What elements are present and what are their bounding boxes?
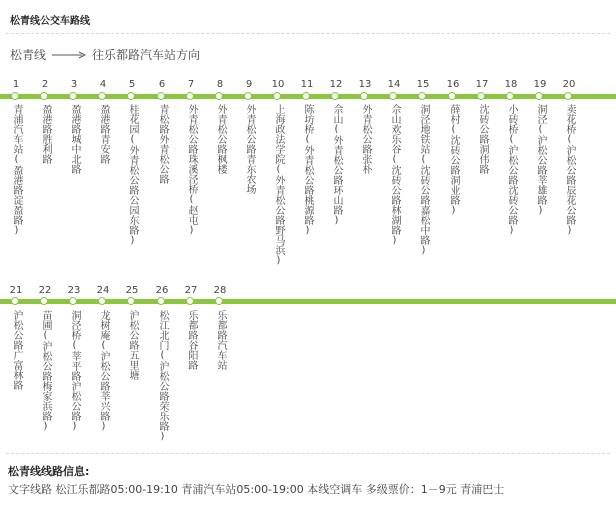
stop-number: 2 bbox=[41, 79, 49, 90]
page-title: 松青线公交车路线 bbox=[10, 16, 90, 27]
stop-marker-icon bbox=[273, 92, 281, 100]
stop-marker-icon bbox=[157, 92, 165, 100]
stop-number: 12 bbox=[329, 79, 343, 90]
stop-marker-icon bbox=[477, 92, 485, 100]
title-divider bbox=[6, 33, 610, 34]
stop-marker-icon bbox=[98, 297, 106, 305]
route-info-heading: 松青线线路信息: bbox=[8, 465, 90, 478]
stop-number: 23 bbox=[67, 285, 81, 296]
stop-number: 14 bbox=[387, 79, 401, 90]
stop-marker-icon bbox=[157, 297, 165, 305]
stop-marker-icon bbox=[215, 297, 223, 305]
stop-name: 洞泾地铁站(沈砖公路嘉松中路) bbox=[418, 104, 429, 256]
stop-marker-icon bbox=[360, 92, 368, 100]
stop-number: 11 bbox=[300, 79, 314, 90]
stop-marker-icon bbox=[448, 92, 456, 100]
stop-number: 24 bbox=[96, 285, 110, 296]
stop-name: 外青松公路张朴 bbox=[360, 104, 371, 174]
stop-number: 17 bbox=[475, 79, 489, 90]
stop-number: 13 bbox=[358, 79, 372, 90]
stop-number: 18 bbox=[504, 79, 518, 90]
stop-marker-icon bbox=[40, 92, 48, 100]
stop-name: 桂花园(外青松公路公园东路) bbox=[127, 104, 138, 246]
stop-marker-icon bbox=[69, 92, 77, 100]
stop-name: 上海政法学院(外青松公路野马浜) bbox=[273, 104, 284, 266]
stop-marker-icon bbox=[302, 92, 310, 100]
stop-number: 3 bbox=[70, 79, 78, 90]
stop-name: 盈港路胜利路 bbox=[40, 104, 51, 164]
stop-name: 陈坊桥(外青松公路桃源路) bbox=[302, 104, 313, 236]
stop-name: 小砖桥(沪松公路沈砖公路) bbox=[506, 104, 517, 236]
stop-name: 佘山欢乐谷(沈砖公路林湖路) bbox=[389, 104, 400, 246]
stop-number: 7 bbox=[187, 79, 195, 90]
stop-number: 20 bbox=[562, 79, 576, 90]
stop-name: 佘山(外青松公路环山路) bbox=[331, 104, 342, 226]
stop-number: 25 bbox=[125, 285, 139, 296]
stop-marker-icon bbox=[535, 92, 543, 100]
stop-marker-icon bbox=[127, 92, 135, 100]
stop-name: 外青松公路枫楼 bbox=[215, 104, 226, 174]
stop-number: 5 bbox=[128, 79, 136, 90]
route-name: 松青线 bbox=[10, 48, 47, 62]
stop-number: 9 bbox=[245, 79, 253, 90]
stop-number: 8 bbox=[216, 79, 224, 90]
stop-number: 1 bbox=[12, 79, 20, 90]
stop-number: 15 bbox=[416, 79, 430, 90]
stop-name: 乐都路谷阳路 bbox=[186, 310, 197, 370]
stop-marker-icon bbox=[186, 297, 194, 305]
stop-name: 青浦汽车站(盈港路淀盈路) bbox=[11, 104, 22, 236]
info-divider bbox=[6, 453, 610, 454]
stop-number: 27 bbox=[184, 285, 198, 296]
stop-marker-icon bbox=[331, 92, 339, 100]
stop-number: 26 bbox=[155, 285, 169, 296]
stop-marker-icon bbox=[40, 297, 48, 305]
stop-number: 19 bbox=[533, 79, 547, 90]
stop-name: 沈砖公路洞伟路 bbox=[477, 104, 488, 174]
stop-name: 洞泾桥(莘平路沪松公路) bbox=[69, 310, 80, 432]
stop-name: 沪松公路五里塘 bbox=[127, 310, 138, 380]
stop-number: 28 bbox=[213, 285, 227, 296]
stop-number: 6 bbox=[158, 79, 166, 90]
stop-marker-icon bbox=[11, 297, 19, 305]
route-direction bbox=[10, 46, 200, 63]
stop-marker-icon bbox=[506, 92, 514, 100]
stop-number: 22 bbox=[38, 285, 52, 296]
stop-name: 卖花桥(沪松公路辰花公路) bbox=[564, 104, 575, 236]
stop-number: 16 bbox=[446, 79, 460, 90]
stop-name: 乐都路汽车站 bbox=[215, 310, 226, 370]
stop-name: 松江北门(沪松公路荣乐路) bbox=[157, 310, 168, 442]
stop-name: 苗圃(沪松公路梅家浜路) bbox=[40, 310, 51, 432]
stop-marker-icon bbox=[186, 92, 194, 100]
stop-marker-icon bbox=[69, 297, 77, 305]
arrow-right-icon bbox=[52, 48, 86, 62]
stop-name: 薛村(沈砖公路洞业路) bbox=[448, 104, 459, 216]
stop-marker-icon bbox=[564, 92, 572, 100]
stop-marker-icon bbox=[11, 92, 19, 100]
stop-marker-icon bbox=[127, 297, 135, 305]
stop-name: 沪松公路广富林路 bbox=[11, 310, 22, 390]
stop-name: 盈港路青安路 bbox=[98, 104, 109, 164]
stop-name: 外青松公路珠溪泾桥(赵屯) bbox=[186, 104, 197, 236]
stop-marker-icon bbox=[215, 92, 223, 100]
route-line-row2 bbox=[0, 299, 616, 304]
stop-marker-icon bbox=[418, 92, 426, 100]
stop-marker-icon bbox=[244, 92, 252, 100]
route-info-text: 文字线路 松江乐都路05:00-19:10 青浦汽车站05:00-19:00 本线空调车 多级票价：1－9元 青浦巴士 bbox=[8, 483, 505, 496]
stop-name: 外青松公路青东农场 bbox=[244, 104, 255, 194]
stop-marker-icon bbox=[98, 92, 106, 100]
stop-name: 盈港路城中北路 bbox=[69, 104, 80, 174]
stop-name: 洞泾(沪松公路莘雄路) bbox=[535, 104, 546, 216]
stop-number: 21 bbox=[9, 285, 23, 296]
stop-marker-icon bbox=[389, 92, 397, 100]
stop-name: 青松路外青松公路 bbox=[157, 104, 168, 184]
stop-number: 4 bbox=[99, 79, 107, 90]
stop-number: 10 bbox=[271, 79, 285, 90]
stop-name: 龙树庵(沪松公路莘兴路) bbox=[98, 310, 109, 432]
route-destination: 往乐都路汽车站方向 bbox=[92, 48, 201, 62]
